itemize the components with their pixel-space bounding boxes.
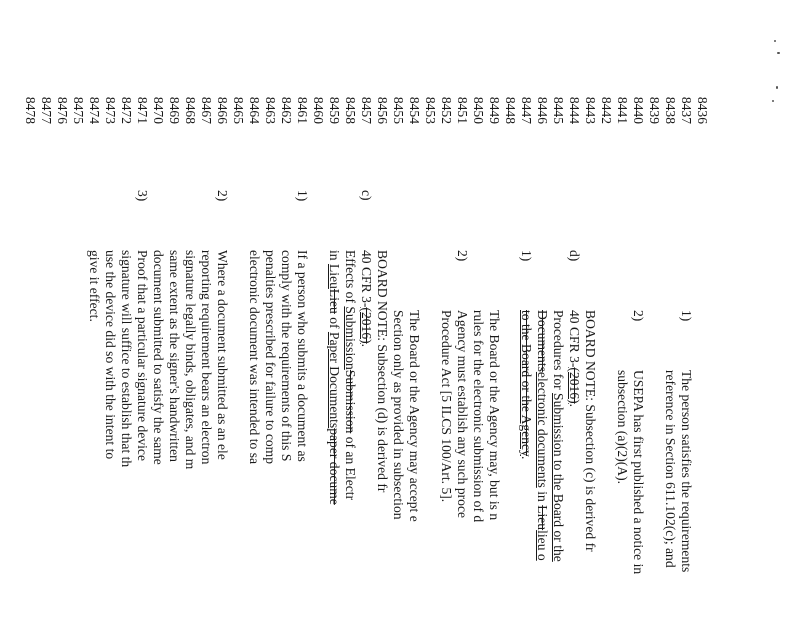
line-number: 8471 [135,96,150,124]
struck-text: (2016) [359,307,374,344]
item-marker: c) [359,190,374,201]
struck-text: Lieu [327,288,342,314]
line-number: 8470 [151,96,166,124]
inserted-text: Submission [343,306,358,370]
text-line: reporting requirement bears an electron [199,250,214,465]
inserted-struck-text: to the Board or the Agency [519,310,534,456]
text-line: Section only as provided in subsection [391,310,406,520]
scan-speck [774,40,776,42]
line-number: 8453 [423,96,438,124]
line-number: 8441 [615,96,630,124]
text-line: document submitted to satisfy the same [151,250,166,465]
line-number: 8472 [119,96,134,124]
line-number: 8477 [39,96,54,124]
item-marker: 2) [215,190,230,202]
text-line: same extent as the signer's handwritten [167,250,182,462]
scan-speck [776,86,778,89]
subsection-heading: to the Board or the Agency. [519,310,534,460]
text-line: The Board or the Agency may accept e [407,310,422,522]
line-number: 8452 [439,96,454,124]
line-number: 8446 [535,96,550,124]
line-number: 8461 [295,96,310,124]
board-note: BOARD NOTE: Subsection (d) is derived fr [375,250,390,493]
inserted-text: Lieu [327,263,342,289]
line-number: 8469 [167,96,182,124]
line-number: 8449 [487,96,502,124]
text-line: If a person who submits a document as [295,250,310,462]
subsection-heading: Procedures for Submission to the Board or the [551,310,566,562]
line-number: 8450 [471,96,486,124]
line-number: 8467 [199,96,214,124]
text-line: USEPA has first published a notice in [631,370,646,575]
line-number: 8456 [375,96,390,124]
struck-text: Submission [343,369,358,434]
line-number: 8468 [183,96,198,124]
subsection-heading: Documentselectronic documents in Lieulieu o [535,310,550,561]
line-number: 8457 [359,96,374,124]
line-number: 8444 [567,96,582,124]
text-line: Procedure Act [5 ILCS 100/Art. 5]. [439,310,454,503]
text-line: 40 CFR 3-(2016). [567,310,582,408]
line-number: 8466 [215,96,230,124]
line-number: 8462 [279,96,294,124]
line-number: 8440 [631,96,646,124]
inserted-text: Submission to the Board or the [551,393,566,562]
line-number: 8437 [679,96,694,124]
text-line: electronic document was intended to sa [247,250,262,465]
line-number: 8459 [327,96,342,124]
text-line: 40 CFR 3-(2016). [359,250,374,348]
line-number: 8447 [519,96,534,124]
line-number: 8448 [503,96,518,124]
text-line: signature will suffice to establish that th [119,250,134,468]
item-marker: 3) [135,190,150,202]
line-number: 8465 [231,96,246,124]
text-line: Proof that a particular signature device [135,250,150,461]
line-number: 8443 [583,96,598,124]
line-number: 8439 [647,96,662,124]
line-number: 8458 [343,96,358,124]
text-line: give it effect. [87,250,102,322]
struck-text: Lieu [535,505,550,531]
text-line: penalties prescribed for failure to comp [263,250,278,465]
item-marker: 1) [295,190,310,202]
item-marker: d) [567,250,582,262]
line-number: 8463 [263,96,278,124]
line-number: 8460 [311,96,326,124]
line-number: 8476 [55,96,70,124]
text-line: subsection (a)(2)(A). [615,370,630,484]
inserted-text: Paper Documents [327,331,342,429]
text-line: rules for the electronic submission of d [471,310,486,523]
board-note: BOARD NOTE: Subsection (c) is derived fr [583,310,598,552]
subsection-heading: Effects of SubmissionSubmission of an Electr [343,250,358,501]
inserted-text: lieu o [535,530,550,561]
line-number: 8445 [551,96,566,124]
line-number: 8442 [599,96,614,124]
text-line: signature legally binds, obligates, and m [183,250,198,470]
line-number: 8436 [695,96,710,124]
line-number: 8454 [407,96,422,124]
line-number: 8464 [247,96,262,124]
inserted-text: electronic documents [535,371,550,488]
subsection-heading: in LieuLieu of Paper Documentspaper docume [327,250,342,505]
struck-text: paper docume [327,428,342,505]
text-line: use the device did so with the intent to [103,250,118,460]
text-line: The Board or the Agency may, but is n [487,310,502,521]
line-number: 8475 [71,96,86,124]
text-line: The person satisfies the requirements [679,370,694,573]
text-line: comply with the requirements of this S [279,250,294,462]
line-number: 8473 [103,96,118,124]
line-number: 8455 [391,96,406,124]
line-number: 8451 [455,96,470,124]
item-marker: 2) [455,250,470,262]
text-line: Agency must establish any such proce [455,310,470,519]
text-line: Where a document submitted as an ele [215,250,230,460]
item-marker: 1) [519,250,534,262]
line-number: 8438 [663,96,678,124]
item-marker: 2) [631,310,646,322]
line-number: 8478 [23,96,38,124]
scan-speck [772,100,774,102]
line-number: 8474 [87,96,102,124]
scan-speck [777,52,780,54]
text-line: reference in Section 611.102(c); and [663,370,678,568]
struck-text: (2016) [567,367,582,404]
struck-text: Documents [535,310,550,372]
item-marker: 1) [679,310,694,322]
